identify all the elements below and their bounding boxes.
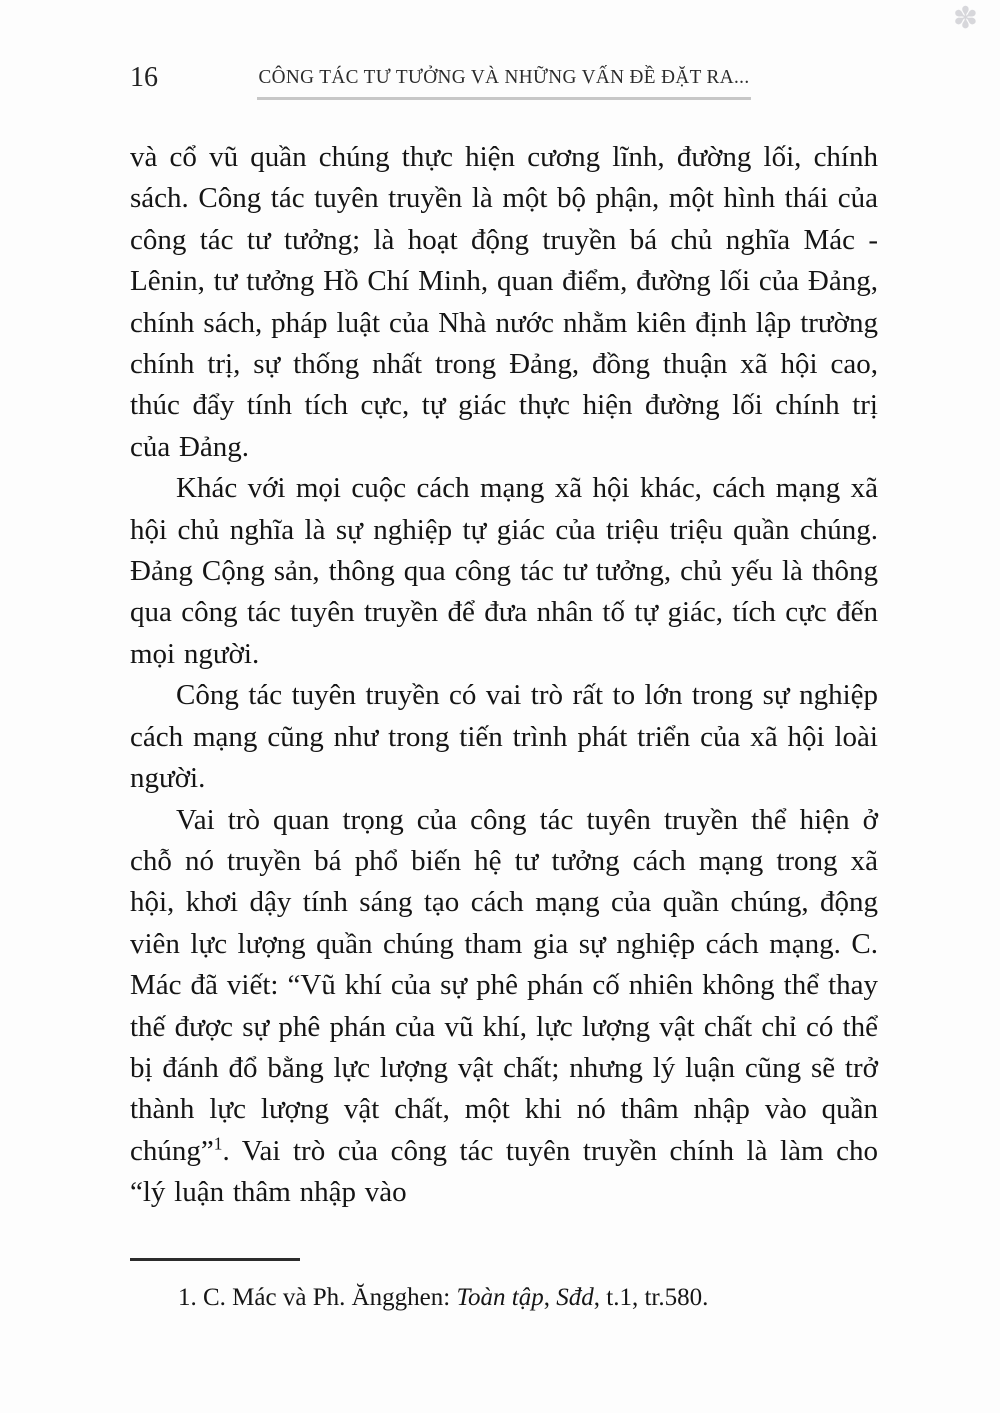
footnote-citation-prefix: 1. C. Mác và Ph. Ăngghen: (178, 1284, 457, 1311)
paragraph: Công tác tuyên truyền có vai trò rất to lớn trong sự nghiệp cách mạng cũng như trong tiến trình phát triển của xã hội loài người. (130, 679, 878, 795)
footnote (130, 1281, 878, 1315)
paragraph-text: . Vai trò của công tác tuyên truyền chính là làm cho “lý luận thâm nhập vào (130, 1134, 878, 1209)
header-rule (257, 97, 751, 100)
running-header: CÔNG TÁC TƯ TƯỞNG VÀ NHỮNG VẤN ĐỀ ĐẶT RA... (258, 66, 750, 88)
footnote-area (130, 1258, 878, 1315)
footnote-work-title: Toàn tập (456, 1284, 544, 1311)
body-text (130, 137, 878, 1214)
footnote-reference: 1 (213, 1133, 223, 1154)
floral-ornament-icon: ✽ (952, 2, 978, 35)
footnote-rule (130, 1258, 300, 1261)
footnote-citation-suffix: , t.1, tr.580. (593, 1284, 709, 1311)
paragraph: Khác với mọi cuộc cách mạng xã hội khác, cách mạng xã hội chủ nghĩa là sự nghiệp tự giác của triệu triệu quần chúng. Đảng Cộng sản, thông qua công tác tư tưởng, chủ yếu là thông qua công tác tuyên truyền để đưa nhân tố tự giác, tích cực đến mọi người. (130, 472, 878, 670)
footnote-separator: , (543, 1284, 557, 1311)
page-header (130, 0, 878, 100)
paragraph-text: Vai trò quan trọng của công tác tuyên truyền thể hiện ở chỗ nó truyền bá phổ biến hệ tư tưởng cách mạng trong xã hội, khơi dậy tính sáng tạo cách mạng của quần chúng, động viên lực lượng quần chúng tham gia sự nghiệp cách mạng. C. Mác đã viết: “Vũ khí của sự phê phán cố nhiên không thể thay thế được sự phê phán của vũ khí, lực lượng vật chất chỉ có thể bị đánh đổ bằng lực lượng vật chất; nhưng lý luận cũng sẽ trở thành lực lượng vật chất, một khi nó thâm nhập vào quần chúng” (130, 803, 878, 1167)
page-number: 16 (130, 62, 158, 93)
paragraph (130, 800, 878, 1214)
paragraph: và cổ vũ quần chúng thực hiện cương lĩnh, đường lối, chính sách. Công tác tuyên truyền là một bộ phận, một hình thái của công tác tư tưởng; là hoạt động truyền bá chủ nghĩa Mác - Lênin, tư tưởng Hồ Chí Minh, quan điểm, đường lối của Đảng, chính sách, pháp luật của Nhà nước nhằm kiên định lập trường chính trị, sự thống nhất trong Đảng, đồng thuận xã hội cao, thúc đẩy tính tích cực, tự giác thực hiện đường lối chính trị của Đảng. (130, 141, 878, 463)
footnote-sdd: Sđd (556, 1284, 594, 1311)
